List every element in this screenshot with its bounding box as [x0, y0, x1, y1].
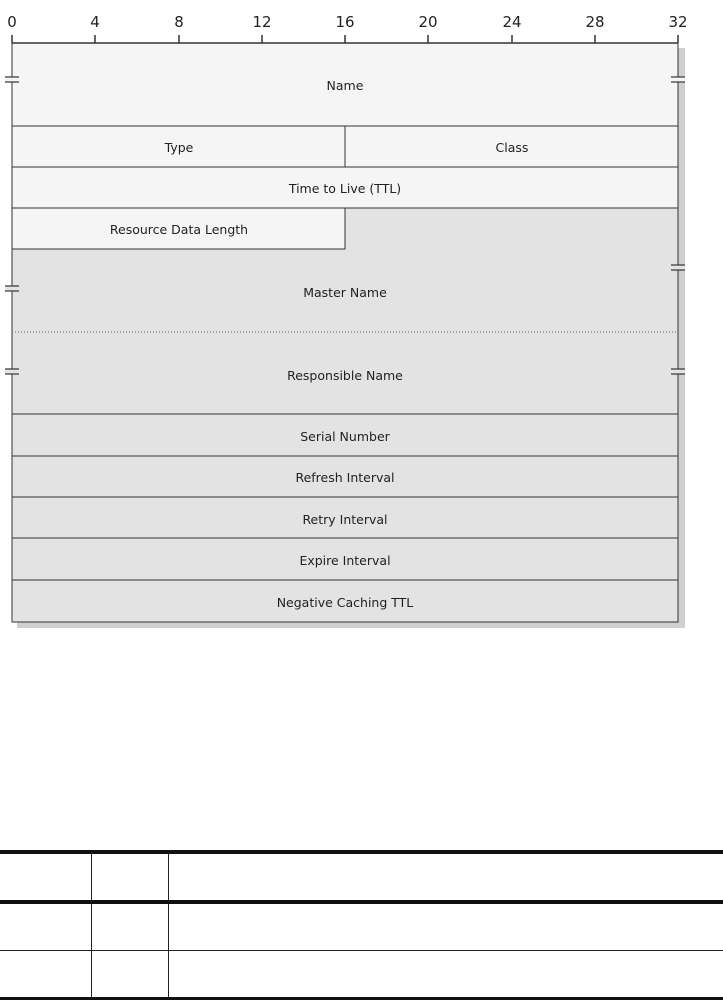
variable-length-break-marker	[671, 265, 685, 270]
table-cell	[92, 852, 169, 902]
ruler-label-4: 4	[90, 13, 100, 31]
ttl-field-label: Time to Live (TTL)	[288, 181, 402, 196]
field-description-table-wrap	[0, 850, 723, 1000]
table-header-row	[0, 852, 723, 902]
table-cell	[169, 902, 723, 951]
variable-length-break-marker	[671, 77, 685, 82]
table-cell	[169, 951, 723, 999]
table-cell	[0, 951, 92, 999]
ruler-label-32: 32	[668, 13, 688, 31]
table-cell	[92, 902, 169, 951]
ruler-label-20: 20	[418, 13, 438, 31]
variable-length-break-marker	[5, 286, 19, 291]
expire-interval-field-label: Expire Interval	[299, 553, 391, 568]
table-cell	[169, 852, 723, 902]
negative-caching-ttl-field-label: Negative Caching TTL	[276, 595, 414, 610]
ruler-label-12: 12	[252, 13, 272, 31]
serial-number-field-label: Serial Number	[300, 429, 390, 444]
type-field-label: Type	[164, 140, 194, 155]
ruler-label-24: 24	[502, 13, 522, 31]
ruler-label-28: 28	[585, 13, 605, 31]
responsible-name-field-label: Responsible Name	[287, 368, 403, 383]
ruler-label-8: 8	[174, 13, 184, 31]
retry-interval-field-label: Retry Interval	[302, 512, 388, 527]
table-cell	[0, 902, 92, 951]
field-description-table	[0, 850, 723, 1000]
table-row	[0, 951, 723, 999]
bit-ruler	[7, 13, 687, 43]
table-row	[0, 902, 723, 951]
variable-length-break-marker	[671, 369, 685, 374]
table-cell	[92, 951, 169, 999]
refresh-interval-field-label: Refresh Interval	[295, 470, 395, 485]
class-field-label: Class	[495, 140, 529, 155]
name-field-label: Name	[326, 78, 364, 93]
ruler-label-0: 0	[7, 13, 17, 31]
rdlength-field-label: Resource Data Length	[109, 222, 249, 237]
master-name-field-label: Master Name	[303, 285, 387, 300]
table-cell	[0, 852, 92, 902]
variable-length-break-marker	[5, 77, 19, 82]
variable-length-break-marker	[5, 369, 19, 374]
ruler-label-16: 16	[335, 13, 355, 31]
